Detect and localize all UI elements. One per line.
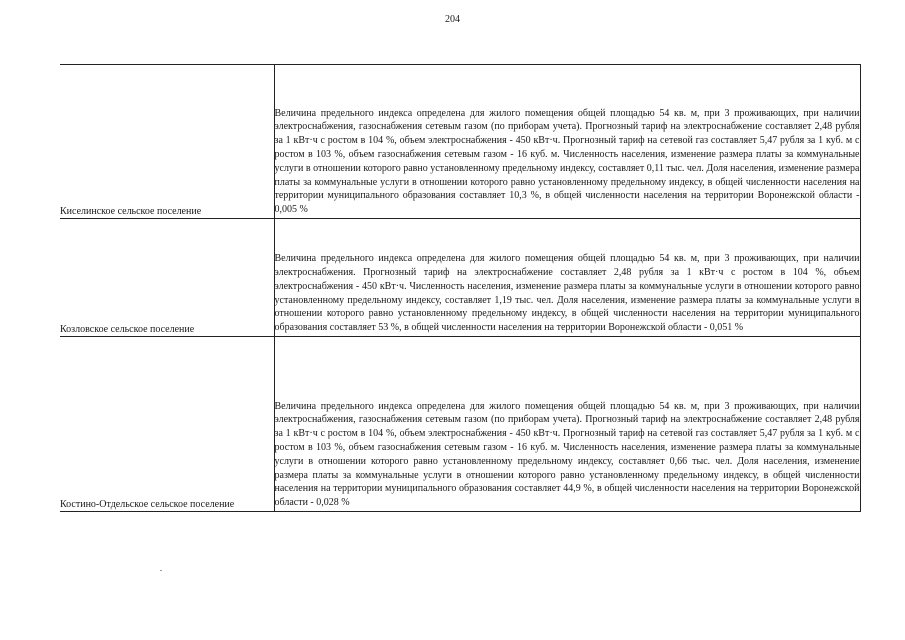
settlement-name: Козловское сельское поселение: [60, 219, 274, 337]
table-row: [60, 219, 860, 337]
table-row: [60, 337, 860, 512]
settlement-description: [274, 65, 860, 219]
settlement-name: Киселинское сельское поселение: [60, 65, 274, 219]
description-text: Величина предельного индекса определена для жилого помещения общей площадью 54 кв. м, при 3 проживающих, при наличии электроснабжения. Прогнозный тариф на электроснабжение составляет 2,48 рубля за 1 кВт·ч с ростом в 104 %, объем электроснабжения - 450 кВт·ч. Численность населения, изменение размера платы за коммунальные услуги в отношении которого равно установленному предельному индексу, составляет 1,19 тыс. чел. Доля населения, изменение размера платы за коммунальные услуги в отношении которого равно установленному предельному индексу, в общей численности населения на территории муниципального образования составляет 53 %, в общей численности населения на территории Воронежской области - 0,051 %: [274, 253, 860, 334]
description-text: Величина предельного индекса определена для жилого помещения общей площадью 54 кв. м, при 3 проживающих, при наличии электроснабжения, газоснабжения сетевым газом (по приборам учета). Прогнозный тариф на электроснабжение составляет 2,48 рубля за 1 кВт·ч с ростом в 104 %, объем электроснабжения - 450 кВт·ч. Прогнозный тариф на сетевой газ составляет 5,47 рубля за 1 куб. м с ростом в 103 %, объем газоснабжения сетевым газом - 16 куб. м. Численность населения, изменение размера платы за коммунальные услуги в отношении которого равно установленному предельному индексу, составляет 0,66 тыс. чел. Доля населения, изменение размера платы за коммунальные услуги в отношении которого равно установленному предельному индексу, в общей численности населения на территории муниципального образования составляет 44,9 %, в общей численности населения на территории Воронежской области - 0,028 %: [274, 400, 860, 509]
description-text: Величина предельного индекса определена для жилого помещения общей площадью 54 кв. м, при 3 проживающих, при наличии электроснабжения, газоснабжения сетевым газом (по приборам учета). Прогнозный тариф на электроснабжение составляет 2,48 рубля за 1 кВт·ч с ростом в 104 %, объем электроснабжения - 450 кВт·ч. Прогнозный тариф на сетевой газ составляет 5,47 рубля за 1 куб. м с ростом в 103 %, объем газоснабжения сетевым газом - 16 куб. м. Численность населения, изменение размера платы за коммунальные услуги в отношении которого равно установленному предельному индексу, составляет 0,11 тыс. чел. Доля населения, изменение размера платы за коммунальные услуги в отношении которого равно установленному предельному индексу, в общей численности населения на территории муниципального образования составляет 10,3 %, в общей численности населения на территории Воронежской области - 0,005 %: [274, 107, 860, 216]
page-number: 204: [445, 14, 460, 25]
table-row: [60, 65, 860, 219]
scan-speck: [160, 570, 162, 571]
settlement-description: [274, 337, 860, 512]
settlement-description: [274, 219, 860, 337]
settlements-table: [60, 64, 861, 512]
settlement-name: Костино-Отдельское сельское поселение: [60, 337, 274, 512]
